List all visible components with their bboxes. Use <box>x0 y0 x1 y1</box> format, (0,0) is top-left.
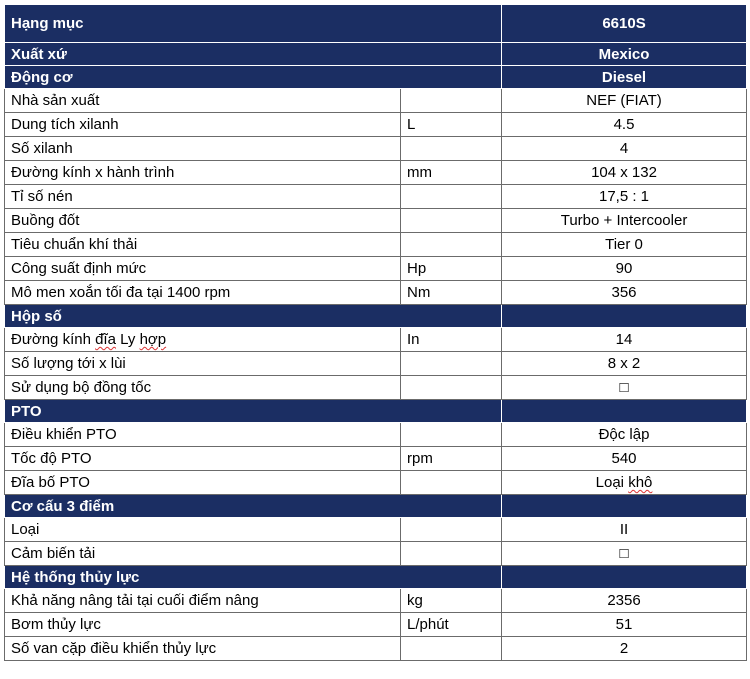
spec-row <box>5 185 747 209</box>
section-value <box>502 400 747 423</box>
spec-label-part: Đường kính <box>11 331 96 348</box>
section-value <box>502 495 747 518</box>
spec-label: Đĩa bố PTO <box>5 471 401 495</box>
section-title: Hệ thống thủy lực <box>5 566 502 589</box>
spec-value: 51 <box>502 613 747 637</box>
spec-unit <box>401 209 502 233</box>
spec-unit: kg <box>401 589 502 613</box>
spec-table <box>4 4 747 661</box>
spec-label: Điều khiển PTO <box>5 423 401 447</box>
spec-row <box>5 113 747 137</box>
spec-value: 17,5 : 1 <box>502 185 747 209</box>
spec-unit <box>401 542 502 566</box>
spec-value: 356 <box>502 281 747 305</box>
spec-value: NEF (FIAT) <box>502 89 747 113</box>
spec-value: Độc lập <box>502 423 747 447</box>
spec-label: Số xilanh <box>5 137 401 161</box>
spec-unit: mm <box>401 161 502 185</box>
section-title: PTO <box>5 400 502 423</box>
spec-value: 540 <box>502 447 747 471</box>
spec-row <box>5 518 747 542</box>
spec-row <box>5 352 747 376</box>
spec-unit <box>401 637 502 661</box>
spec-label: Số lượng tới x lùi <box>5 352 401 376</box>
spec-value: 2356 <box>502 589 747 613</box>
section-header-row <box>5 305 747 328</box>
spec-label-part: đĩa <box>95 331 116 348</box>
spec-row <box>5 589 747 613</box>
spec-label: Bơm thủy lực <box>5 613 401 637</box>
section-value: Mexico <box>502 43 747 66</box>
spec-label: Nhà sản xuất <box>5 89 401 113</box>
spec-value: 4.5 <box>502 113 747 137</box>
section-title: Động cơ <box>5 66 502 89</box>
spec-unit <box>401 376 502 400</box>
spec-value: 2 <box>502 637 747 661</box>
section-value: 6610S <box>502 5 747 43</box>
spec-table-body <box>5 5 747 661</box>
spec-label: Tốc độ PTO <box>5 447 401 471</box>
spec-value: 8 x 2 <box>502 352 747 376</box>
section-title: Hạng mục <box>5 5 502 43</box>
spec-row <box>5 89 747 113</box>
spec-row <box>5 281 747 305</box>
spec-label: Dung tích xilanh <box>5 113 401 137</box>
spec-label: Tiêu chuẩn khí thải <box>5 233 401 257</box>
spec-unit <box>401 518 502 542</box>
spec-value: 90 <box>502 257 747 281</box>
section-title: Xuất xứ <box>5 43 502 66</box>
spec-label-part: hợp <box>139 331 167 348</box>
section-header-row <box>5 66 747 89</box>
spec-label: Khả năng nâng tải tại cuối điểm nâng <box>5 589 401 613</box>
spec-row <box>5 209 747 233</box>
spec-value: 104 x 132 <box>502 161 747 185</box>
spec-unit <box>401 471 502 495</box>
spec-value-part: khô <box>628 474 653 491</box>
spec-unit: In <box>401 328 502 352</box>
section-header-row <box>5 495 747 518</box>
section-value: Diesel <box>502 66 747 89</box>
spec-label: Buồng đốt <box>5 209 401 233</box>
spec-value: □ <box>502 376 747 400</box>
spec-unit: Hp <box>401 257 502 281</box>
spec-label: Công suất định mức <box>5 257 401 281</box>
spec-unit <box>401 185 502 209</box>
spec-sheet <box>4 4 746 661</box>
section-header-row <box>5 5 747 43</box>
spec-unit: L <box>401 113 502 137</box>
spec-value <box>502 471 747 495</box>
section-header-row <box>5 43 747 66</box>
spec-unit <box>401 89 502 113</box>
spec-label: Mô men xoắn tối đa tại 1400 rpm <box>5 281 401 305</box>
spec-value-part: Loại <box>595 474 629 491</box>
spec-row <box>5 542 747 566</box>
spec-label: Cảm biến tải <box>5 542 401 566</box>
spec-row <box>5 471 747 495</box>
section-title: Cơ cấu 3 điểm <box>5 495 502 518</box>
spec-row <box>5 447 747 471</box>
spec-label: Số van cặp điều khiển thủy lực <box>5 637 401 661</box>
section-value <box>502 566 747 589</box>
spec-row <box>5 423 747 447</box>
spec-unit: L/phút <box>401 613 502 637</box>
spec-value: Turbo + Intercooler <box>502 209 747 233</box>
spec-value: Tier 0 <box>502 233 747 257</box>
spec-row <box>5 328 747 352</box>
spec-unit <box>401 233 502 257</box>
spec-row <box>5 257 747 281</box>
section-value <box>502 305 747 328</box>
spec-row <box>5 613 747 637</box>
spec-label-part: Ly <box>115 331 140 348</box>
spec-label: Sử dụng bộ đồng tốc <box>5 376 401 400</box>
spec-unit: Nm <box>401 281 502 305</box>
spec-label: Tỉ số nén <box>5 185 401 209</box>
spec-label: Đường kính x hành trình <box>5 161 401 185</box>
section-title: Hộp số <box>5 305 502 328</box>
section-header-row <box>5 566 747 589</box>
section-header-row <box>5 400 747 423</box>
spec-label: Loại <box>5 518 401 542</box>
spec-value: 4 <box>502 137 747 161</box>
spec-unit: rpm <box>401 447 502 471</box>
spec-row <box>5 161 747 185</box>
spec-row <box>5 233 747 257</box>
spec-row <box>5 376 747 400</box>
spec-value: □ <box>502 542 747 566</box>
spec-row <box>5 637 747 661</box>
spec-unit <box>401 423 502 447</box>
spec-value: II <box>502 518 747 542</box>
spec-unit <box>401 352 502 376</box>
spec-row <box>5 137 747 161</box>
spec-label <box>5 328 401 352</box>
spec-unit <box>401 137 502 161</box>
spec-value: 14 <box>502 328 747 352</box>
